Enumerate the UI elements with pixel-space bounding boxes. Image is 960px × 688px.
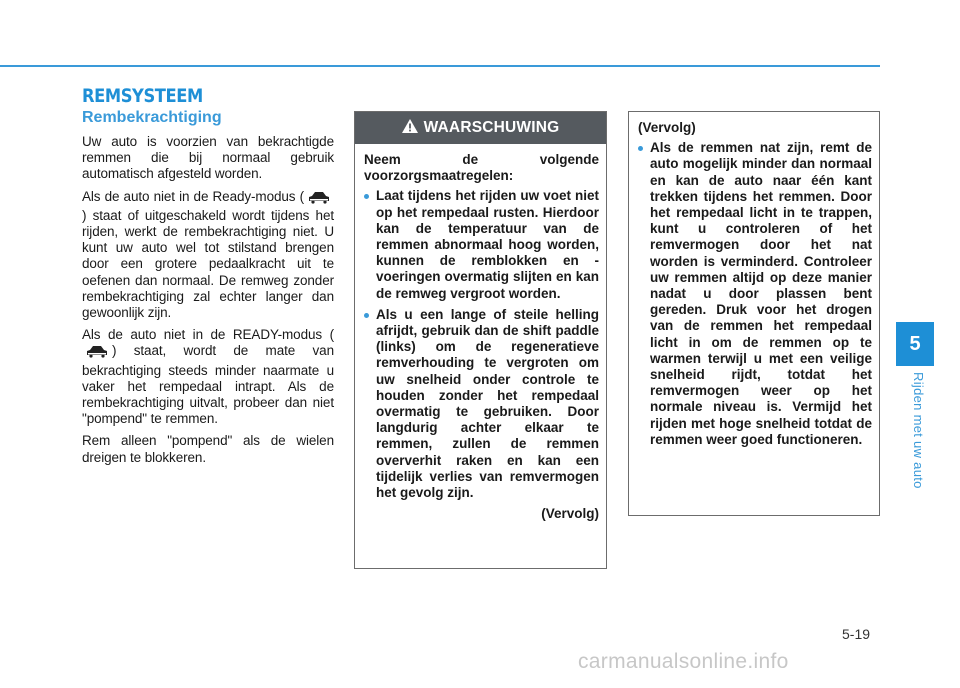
bullet-icon xyxy=(364,313,369,318)
body-text-column xyxy=(82,134,334,472)
continuation-list xyxy=(638,140,872,448)
bullet-icon xyxy=(364,194,369,199)
list-item-text: Laat tijdens het rijden uw voet niet op het rempedaal rusten. Hierdoor kan de temperatuur van de remmen abnormaal hoog worden, kunnen de remblokken en -voeringen overmatig slijten en kan de remweg vergroot worden. xyxy=(376,188,599,301)
header-rule xyxy=(0,65,880,67)
paragraph-pumping: Rem alleen "pompend" als de wielen dreigen te blokkeren. xyxy=(82,433,334,465)
warning-list xyxy=(364,188,599,501)
warning-body xyxy=(355,144,606,522)
chapter-label: Rijden met uw auto xyxy=(911,372,926,489)
watermark: carmanualsonline.info xyxy=(578,650,789,673)
subsection-title: Rembekrachtiging xyxy=(82,109,222,126)
continuation-body xyxy=(629,112,879,448)
warning-triangle-icon xyxy=(402,119,418,138)
paragraph-intro: Uw auto is voorzien van bekrachtigde remmen die bij normaal gebruik automatisch afgesteld worden. xyxy=(82,134,334,182)
paragraph-text: ) staat of uitgeschakeld wordt tijdens het rijden, werkt de rembekrachtiging niet. U kunt uw auto wel tot stilstand brengen door een grotere pedaalkracht uit te oefenen dan normaal. De remweg zonder rembekrachtiging zal echter langer dan gewoonlijk zijn. xyxy=(82,207,334,321)
warning-header xyxy=(355,112,606,144)
warning-box xyxy=(354,111,607,569)
list-item xyxy=(364,188,599,301)
paragraph-ready-off xyxy=(82,189,334,322)
continuation-box xyxy=(628,111,880,516)
warning-header-label: WAARSCHUWING xyxy=(423,119,560,136)
list-item xyxy=(364,307,599,501)
warning-intro: Neem de volgende voorzorgsmaatregelen: xyxy=(364,152,599,184)
car-ready-icon xyxy=(84,344,110,362)
list-item xyxy=(638,140,872,448)
paragraph-text: Als de auto niet in de Ready-modus ( xyxy=(82,188,304,204)
chapter-tab: 5 xyxy=(896,322,934,366)
list-item-text: Als u een lange of steile helling afrijdt, gebruik dan de shift paddle (links) om de regeneratieve remverhouding te vergroten om uw snelheid onder controle te houden zonder het rempedaal overmatig te gebruiken. Door langdurig achter elkaar te remmen, zullen de remmen oververhit raken en kan een tijdelijk verlies van remvermogen het gevolg zijn. xyxy=(376,306,599,501)
paragraph-ready-mode xyxy=(82,327,334,427)
continued-note: (Vervolg) xyxy=(541,506,599,522)
page-number: 5-19 xyxy=(842,626,871,642)
paragraph-text: ) staat, wordt de mate van bekrachtiging steeds minder naarmate u vaker het rempedaal intrapt. Als de rembekrachtiging uitvalt, probeer dan niet "pompend" te remmen. xyxy=(82,343,334,427)
bullet-icon xyxy=(638,146,643,151)
paragraph-text: Als de auto niet in de READY-modus ( xyxy=(82,327,334,343)
list-item-text: Als de remmen nat zijn, remt de auto mogelijk minder dan normaal en kan de auto naar één kant trekken tijdens het remmen. Door het rempedaal licht in te trappen, kunt u controleren of het remvermogen door het nat worden is verminderd. Controleer uw remmen altijd op deze manier nadat u door plassen bent gereden. Druk voor het drogen van de remmen het rempedaal licht in om de remmen op te warmen terwijl u met een veilige snelheid rijdt, totdat het remvermogen weer op het normale niveau is. Vermijd het rijden met hoge snelheid totdat de remmen weer goed functioneren. xyxy=(650,140,872,447)
section-title: REMSYSTEEM xyxy=(82,85,203,107)
continuation-heading: (Vervolg) xyxy=(638,120,696,135)
car-ready-icon xyxy=(306,190,332,208)
